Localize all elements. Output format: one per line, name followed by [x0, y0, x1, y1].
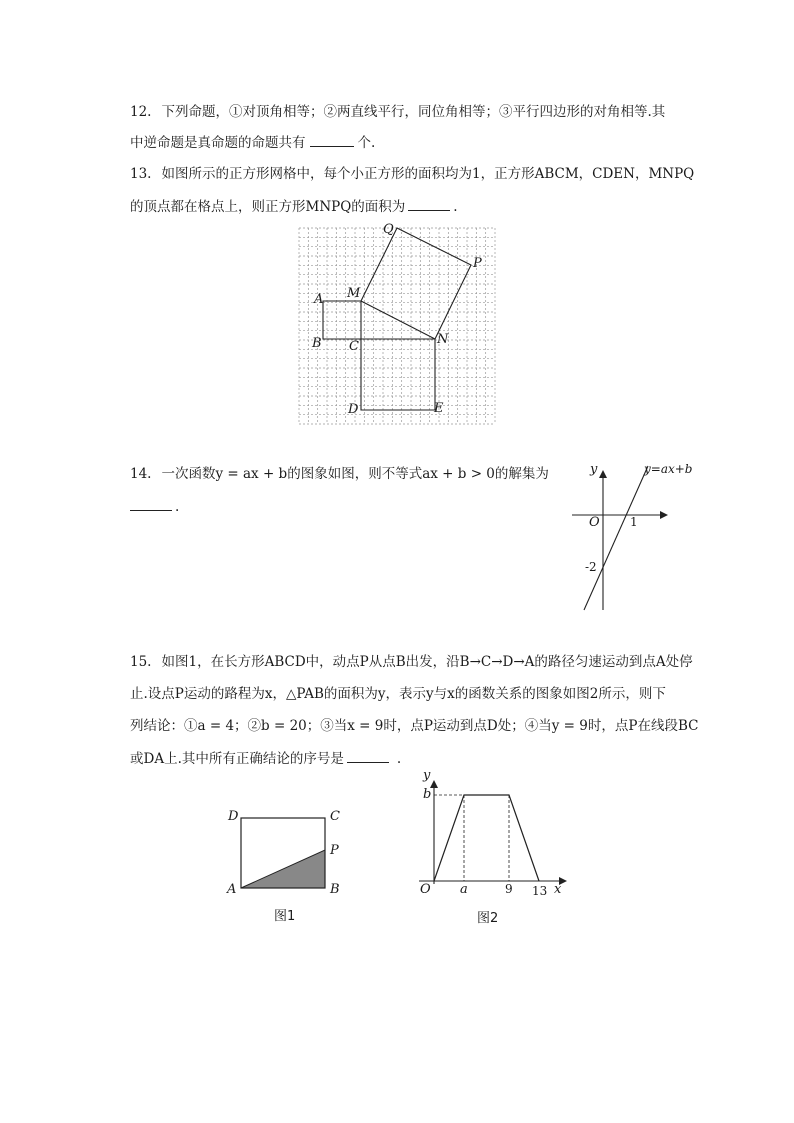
q14-number: 14. — [130, 466, 152, 482]
grid-lines — [299, 228, 495, 424]
fig1-label-a: A — [227, 882, 237, 897]
label-p: P — [473, 256, 482, 271]
q14-y-label: y — [590, 462, 598, 477]
q13-text-1: 如图所示的正方形网格中，每个小正方形的面积均为1，正方形ABCM，CDEN，MNPQ — [161, 166, 695, 182]
q13-text-2: 的顶点都在格点上，则正方形MNPQ的面积为 — [130, 199, 406, 215]
q15-text-2: 止.设点P运动的路程为x，△PAB的面积为y，表示y与x的函数关系的图象如图2所示，则下 — [130, 686, 666, 702]
q15-figure2-graph — [415, 772, 575, 892]
fig2-label-x: x — [554, 882, 562, 897]
q14-text-2: . — [175, 499, 180, 515]
fig2-label-b: b — [423, 787, 432, 802]
q15-number: 15. — [130, 654, 152, 670]
fig2-label-origin: O — [420, 882, 431, 897]
label-b: B — [312, 336, 322, 351]
square-mnpq — [361, 228, 471, 339]
q15-text-5: . — [396, 751, 402, 767]
shaded-triangle-pab — [241, 850, 325, 888]
q12-text-1: 下列命题，①对顶角相等；②两直线平行，同位角相等；③平行四边形的对角相等.其 — [161, 104, 666, 120]
q13-number: 13. — [130, 166, 152, 182]
q12-text-2: 中逆命题是真命题的命题共有 — [130, 135, 306, 151]
q15-figure1-rectangle — [241, 818, 327, 890]
fig2-label-a: a — [460, 882, 468, 897]
q13-grid-figure — [299, 228, 495, 424]
fig2-label-9: 9 — [505, 882, 513, 896]
q15-line1 — [130, 652, 693, 672]
q15-text-3: 列结论：①a = 4；②b = 20；③当x = 9时，点P运动到点D处；④当y = 9时，点P在线段BC — [130, 718, 699, 734]
label-d: D — [348, 402, 359, 417]
q14-x-tick: 1 — [630, 515, 638, 529]
q14-line2 — [130, 496, 179, 517]
label-c: C — [349, 339, 359, 354]
label-n: N — [437, 332, 449, 347]
q14-linear-graph — [560, 460, 690, 620]
y-axis-arrow — [599, 470, 607, 478]
q13-line1 — [130, 164, 694, 184]
q12-line2 — [130, 132, 375, 153]
q14-text-1: 一次函数y = ax + b的图象如图，则不等式ax + b > 0的解集为 — [161, 466, 549, 482]
fig1-label-p: P — [330, 843, 339, 858]
fig1-label-d: D — [228, 809, 239, 824]
q12-number: 12. — [130, 104, 152, 120]
q14-y-tick: -2 — [585, 560, 597, 574]
q15-answer-blank[interactable] — [347, 748, 389, 763]
q14-origin-label: O — [589, 515, 600, 530]
q13-line2 — [130, 196, 458, 217]
q14-line1 — [130, 464, 549, 484]
q13-answer-blank[interactable] — [408, 196, 450, 211]
q15-text-4: 或DA上.其中所有正确结论的序号是 — [130, 751, 344, 767]
q12-line1 — [130, 102, 665, 122]
q15-line4 — [130, 748, 401, 769]
fig2-label-y: y — [423, 768, 431, 783]
fig1-label-b: B — [330, 882, 340, 897]
q15-line3 — [130, 716, 698, 736]
label-m: M — [347, 286, 361, 301]
x-axis-arrow — [660, 511, 668, 519]
q12-answer-blank[interactable] — [310, 132, 354, 147]
fig2-function-graph — [434, 795, 539, 881]
q15-text-1: 如图1，在长方形ABCD中，动点P从点B出发，沿B→C→D→A的路径匀速运动到点A处停 — [161, 654, 693, 670]
function-line — [584, 466, 648, 610]
q13-text-3: . — [453, 199, 458, 215]
label-q: Q — [383, 222, 394, 237]
q12-text-3: 个. — [357, 135, 376, 151]
fig2-caption: 图2 — [477, 911, 499, 926]
q14-answer-blank[interactable] — [130, 496, 172, 511]
q15-line2 — [130, 684, 666, 704]
label-a: A — [314, 292, 324, 307]
fig1-label-c: C — [330, 809, 340, 824]
fig2-label-13: 13 — [532, 884, 548, 898]
fig1-caption: 图1 — [274, 909, 296, 924]
q14-func-label: y=ax+b — [644, 462, 693, 476]
label-e: E — [434, 401, 444, 416]
